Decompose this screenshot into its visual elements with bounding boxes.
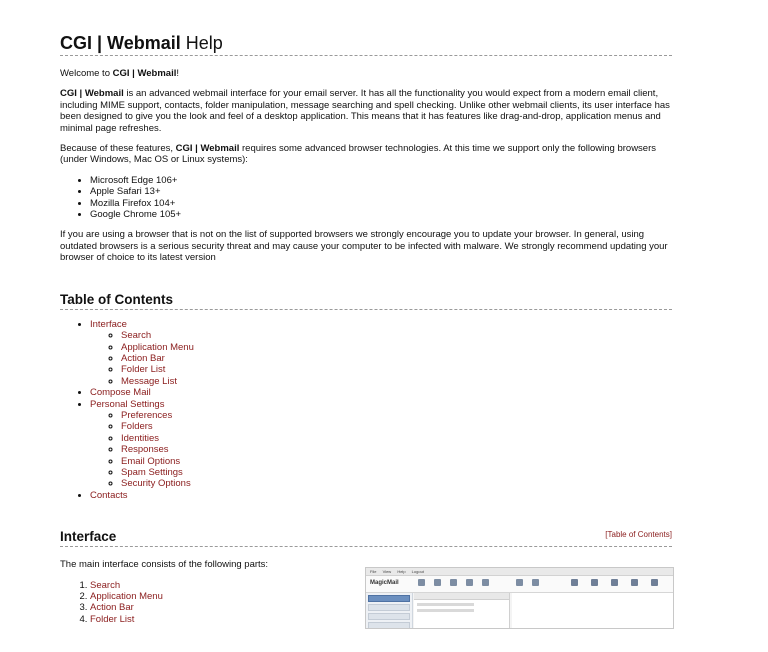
toc-link-action-bar[interactable]: Action Bar bbox=[121, 352, 165, 364]
features-prefix: Because of these features, bbox=[60, 143, 176, 155]
toc-item bbox=[90, 490, 672, 501]
spam-icon bbox=[532, 579, 539, 586]
toc-subitem bbox=[121, 342, 672, 353]
bracket-open: [ bbox=[605, 530, 608, 540]
toc-subitem bbox=[121, 376, 672, 387]
reply-icon bbox=[434, 579, 441, 586]
toc-sublist-interface bbox=[90, 330, 672, 387]
page-title bbox=[60, 33, 672, 56]
screenshot-folder-list bbox=[366, 593, 413, 628]
welcome-brand: CGI | Webmail bbox=[112, 68, 177, 79]
toc-link-preferences[interactable]: Preferences bbox=[121, 409, 173, 421]
features-suffix: requires some advanced browser technologies. At this time we support only the following browsers (under Windows, Mac OS or Linux systems): bbox=[60, 143, 657, 166]
browser-item: • Mozilla Firefox 104+ bbox=[90, 198, 672, 209]
welcome-paragraph bbox=[60, 68, 672, 79]
print-icon bbox=[482, 579, 489, 586]
toc-link-folders[interactable]: Folders bbox=[121, 421, 153, 433]
interface-intro: The main interface consists of the following parts: bbox=[60, 559, 269, 571]
screenshot-message-list bbox=[414, 593, 510, 628]
settings-icon bbox=[631, 579, 638, 586]
toc-link-personal-settings[interactable]: Personal Settings bbox=[90, 398, 165, 410]
toc-link-spam-settings[interactable]: Spam Settings bbox=[121, 466, 183, 478]
intro-paragraph bbox=[60, 88, 672, 134]
screenshot-list-line bbox=[417, 609, 474, 612]
toc-link-security-options[interactable]: Security Options bbox=[121, 478, 191, 490]
bracket-close: ] bbox=[669, 530, 672, 540]
back-to-toc bbox=[605, 527, 672, 543]
warning-paragraph: If you are using a browser that is not on the list of supported browsers we strongly encourage you to update your browser. In general, using outdated browsers is a serious security threat and may cause your computer to be infected with malware. We strongly recommend updating your browser of choice to its latest version bbox=[60, 229, 668, 264]
screenshot-menu-item: File bbox=[370, 569, 377, 575]
part-link-search[interactable]: Search bbox=[90, 579, 121, 591]
screenshot-list-header bbox=[414, 593, 509, 600]
toc-subitem bbox=[121, 353, 672, 364]
toc-subitem bbox=[121, 444, 672, 455]
calendar-icon bbox=[611, 579, 618, 586]
title-brand: CGI | Webmail bbox=[60, 33, 181, 53]
interface-screenshot bbox=[365, 567, 674, 629]
toc-subitem bbox=[121, 478, 672, 489]
toc-item bbox=[90, 399, 672, 490]
toc-link-message-list[interactable]: Message List bbox=[121, 375, 177, 387]
toc-link-interface[interactable]: Interface bbox=[90, 318, 127, 330]
welcome-prefix: Welcome to bbox=[60, 68, 113, 79]
toc-subitem bbox=[121, 364, 672, 375]
screenshot-preview-pane bbox=[512, 593, 673, 628]
contacts-icon bbox=[591, 579, 598, 586]
toc-link-search[interactable]: Search bbox=[121, 330, 152, 342]
mail-icon bbox=[571, 579, 578, 586]
intro-brand: CGI | Webmail bbox=[60, 88, 124, 100]
welcome-suffix: ! bbox=[176, 68, 179, 79]
back-to-toc-link[interactable]: Table of Contents bbox=[607, 530, 670, 540]
table-of-contents bbox=[60, 319, 672, 502]
toc-link-responses[interactable]: Responses bbox=[121, 444, 169, 456]
toc-link-compose-mail[interactable]: Compose Mail bbox=[90, 387, 151, 399]
delete-icon bbox=[466, 579, 473, 586]
screenshot-brand: MagicMail bbox=[370, 580, 399, 587]
features-brand: CGI | Webmail bbox=[175, 143, 240, 155]
screenshot-folder-row bbox=[368, 622, 410, 629]
screenshot-folder-row bbox=[368, 613, 410, 620]
toc-link-contacts[interactable]: Contacts bbox=[90, 489, 128, 501]
toc-heading: Table of Contents bbox=[60, 292, 672, 310]
screenshot-folder-row bbox=[368, 604, 410, 611]
part-link-folder-list[interactable]: Folder List bbox=[90, 613, 135, 625]
screenshot-list-line bbox=[417, 603, 474, 606]
browser-item: • Microsoft Edge 106+ bbox=[90, 175, 672, 186]
part-link-application-menu[interactable]: Application Menu bbox=[90, 591, 163, 602]
title-help: Help bbox=[185, 33, 223, 53]
screenshot-menu-item: Logout bbox=[411, 569, 424, 575]
screenshot-toolbar bbox=[366, 576, 673, 593]
screenshot-menu-item: Help bbox=[397, 569, 406, 575]
screenshot-folder-row bbox=[368, 595, 410, 602]
toc-link-identities[interactable]: Identities bbox=[121, 432, 160, 444]
toc-item bbox=[90, 319, 672, 387]
intro-text: is an advanced webmail interface for your email server. It has all the functionality you would expect from a modern email client, including MIME support, contacts, folder manipulation, message searching and spell checking. Unlike other webmail clients, its user interface has been designed to give you the look and feel of a desktop application. This means that it has features like drag-and-drop, application menus and minimal page refreshes. bbox=[60, 88, 670, 134]
move-icon bbox=[516, 579, 523, 586]
toc-sublist-personal bbox=[90, 410, 672, 490]
toc-subitem bbox=[121, 330, 672, 341]
toc-subitem bbox=[121, 410, 672, 421]
interface-heading-text: Interface bbox=[60, 529, 117, 545]
toc-subitem bbox=[121, 456, 672, 467]
toc-link-folder-list[interactable]: Folder List bbox=[121, 364, 166, 376]
compose-icon bbox=[418, 579, 425, 586]
forward-icon bbox=[450, 579, 457, 586]
toc-link-application-menu[interactable]: Application Menu bbox=[121, 341, 194, 353]
screenshot-menu-item: View bbox=[382, 569, 392, 575]
part-link-action-bar[interactable]: Action Bar bbox=[90, 602, 134, 614]
toc-subitem bbox=[121, 467, 672, 478]
toc-subitem bbox=[121, 433, 672, 444]
browser-list bbox=[60, 175, 672, 221]
logout-icon bbox=[651, 579, 658, 586]
toc-item bbox=[90, 387, 672, 398]
help-page bbox=[60, 33, 672, 625]
browser-item: • Google Chrome 105+ bbox=[90, 209, 672, 220]
interface-heading bbox=[60, 529, 672, 547]
features-paragraph bbox=[60, 143, 672, 166]
toc-subitem bbox=[121, 421, 672, 432]
browser-item: • Apple Safari 13+ bbox=[90, 186, 672, 197]
screenshot-menubar bbox=[366, 568, 673, 576]
toc-link-email-options[interactable]: Email Options bbox=[121, 455, 181, 467]
